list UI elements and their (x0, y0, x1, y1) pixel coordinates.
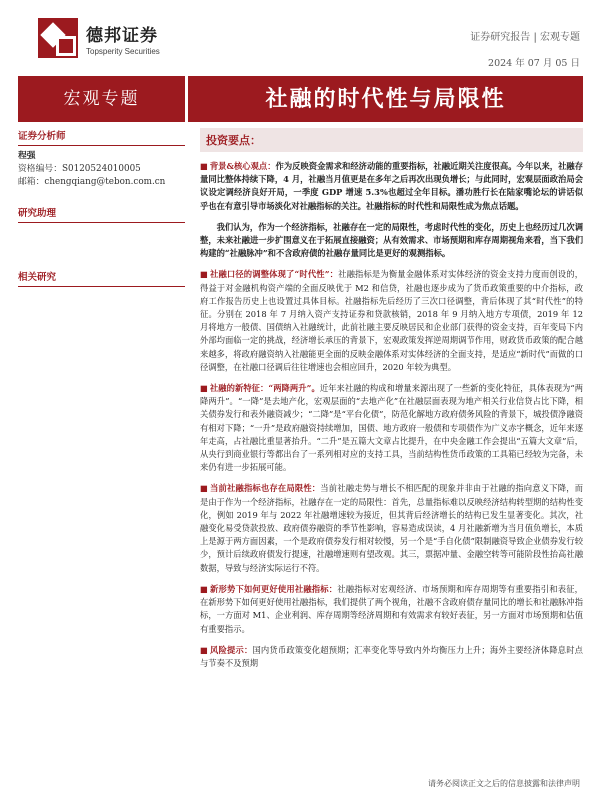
analyst-email[interactable]: 邮箱：chengqiang@tebon.com.cn (18, 177, 166, 187)
section-heading: 投资要点： (200, 128, 583, 152)
assistant-heading: 研究助理 (18, 205, 185, 223)
bullet-icon: ■ (200, 483, 209, 494)
analyst-cert: 资格编号：S0120524010005 (18, 164, 141, 174)
bullet-icon: ■ (200, 583, 209, 594)
brand-name-cn: 德邦证券 (86, 25, 158, 46)
title-band (188, 76, 583, 122)
bullet-icon: ■ (200, 644, 209, 655)
analyst-name: 程强 (18, 151, 36, 161)
paragraph: ■ 背景&核心观点：作为反映资金需求和经济动能的重要指标，社融近期关注度很高。今年以来，社融存量同比整体持续下降，4 月，社融当月值更是在多年之后再次出现负增长；与此同时，宏观层面政治局会议设定调经济良好开局，一季度 GDP 增速 5.3%也超过全年目标。潘功胜行长在陆家嘴论坛的讲话似乎也在有意引导市场淡化对社融指标的关注。社融指标的时代性和局限性成为焦点话题。 (200, 161, 583, 211)
bullet-icon: ■ (200, 383, 208, 394)
sidebar-title-band (18, 76, 185, 122)
bullet-icon: ■ (200, 161, 208, 171)
paragraph: ■ 当前社融指标也存在局限性：当前社融走势与增长不相匹配的现象并非由于社融的指向意义下降，而是由于作为一个经济指标，社融存在一定的局限性：首先，总量指标难以反映经济结构转型期的结构性变化，例如 2019 年与 2022 年社融增速较为接近，但其背后经济增长的结构已发生显著变化。其次，社融变化易受贷款投放、政府债券融资的季节性影响，容易造成误读，4 月社融新增为当月值负增长，本质上是源于两方面因素，一个是政府债券发行相对较慢，另一个是“手自化债”限制融资导致企业债券发行较少，预计后续政府债发行提速，社融增速则有望改观。其三，票据冲量、金融空转等可能阶段性抬高社融数据，导致与经济实际运行不符。 (200, 483, 583, 573)
brand-logo (38, 18, 160, 58)
sidebar (18, 128, 185, 287)
paragraph: ■ 新形势下如何更好使用社融指标：社融指标对宏观经济、市场预期和库存周期等有重要指引和表征，在新形势下如何更好使用社融指标，我们提供了两个视角，社融不含政府债存量同比的增长和社融脉冲指标，一方面对 M1、企业利润、库存周期等经济周期和有效需求有较好表征，另一方面对市场预期和估值有重要指示。 (200, 583, 583, 634)
related-research-heading: 相关研究 (18, 269, 185, 287)
bullet-icon: ■ (200, 269, 208, 280)
report-date: 2024 年 07 月 05 日 (488, 58, 580, 69)
brand-name-en: Topsperity Securities (86, 46, 160, 56)
main-content (200, 128, 583, 670)
analyst-heading: 证券分析师 (18, 128, 185, 146)
report-category: 证券研究报告 | 宏观专题 (470, 32, 580, 43)
report-title: 社融的时代性与局限性 (265, 86, 506, 112)
paragraph: 我们认为，作为一个经济指标，社融存在一定的局限性，考虑时代性的变化，历史上也经历过几次调整，未来社融进一步扩围意义在于拓展直接融资；从有效需求、市场预期和库存周期视角来看，当下我们构建的“社融脉冲”和不含政府债的社融存量同比是更好的观测指标。 (200, 221, 583, 259)
brand-logo-icon (38, 18, 78, 58)
sidebar-title: 宏观专题 (63, 89, 140, 109)
paragraph: ■ 社融口径的调整体现了“时代性”：社融指标是为衡量金融体系对实体经济的资金支持力度而创设的，得益于对金融机构资产端的全面反映优于 M2 和信贷，社融也逐步成为了货币政策重要的中介指标，政府工作报告历史上也设置过具体目标。社融指标先后经历了三次口径调整，背后体现了其“时代性”的特征。分别在 2018 年 7 月纳入资产支持证券和贷款核销，2018 年 9 月纳入地方专项债，2019 年 12 月将地方一般债、国债纳入社融统计，此前社融主要反映居民和企业部门获得的资金支持，百年变局下内外部均面临一定的挑战，经济增长承压的背景下，宏观政策发挥逆周期调节作用，财政货币政策的配合越来越多，将政府融资纳入社融能更全面的反映金融体系对实体经济的全面支持，是适应“新时代”而做的口径调整，在社融口径调后往往增速也会相应回升，2020 年较为典型。 (200, 269, 584, 372)
footer-disclaimer: 请务必阅读正文之后的信息披露和法律声明 (428, 779, 580, 788)
paragraph: ■ 社融的新特征：“两降两升”。近年来社融的构成和增量来源出现了一些新的变化特征，具体表现为“两降两升”。“一降”是去地产化，宏观层面的“去地产化”在社融层面表现为地产相关行业信贷占比下降，相关债券发行和表外融资减少；“二降”是“平台化债”，防范化解地方政府债务风险的背景下，城投债净融资有相对下降；“一升”是政府融资持续增加，国债、地方政府一般债和专项债作为广义赤字概念，近年来逐年走高，占社融比重显著抬升。“二升”是五篇大文章占比提升，在中央金融工作会提出“五篇大文章”后，从央行到商业银行等都出台了一系列相对应的支持工具，当前结构性货币政策的工具箱已经较为完备，未来仍有进一步拓展可能。 (200, 383, 584, 473)
paragraph: ■ 风险提示：国内货币政策变化超预期；汇率变化等导致内外均衡压力上升；海外主要经济体降息时点与节奏不及预期 (200, 644, 583, 668)
